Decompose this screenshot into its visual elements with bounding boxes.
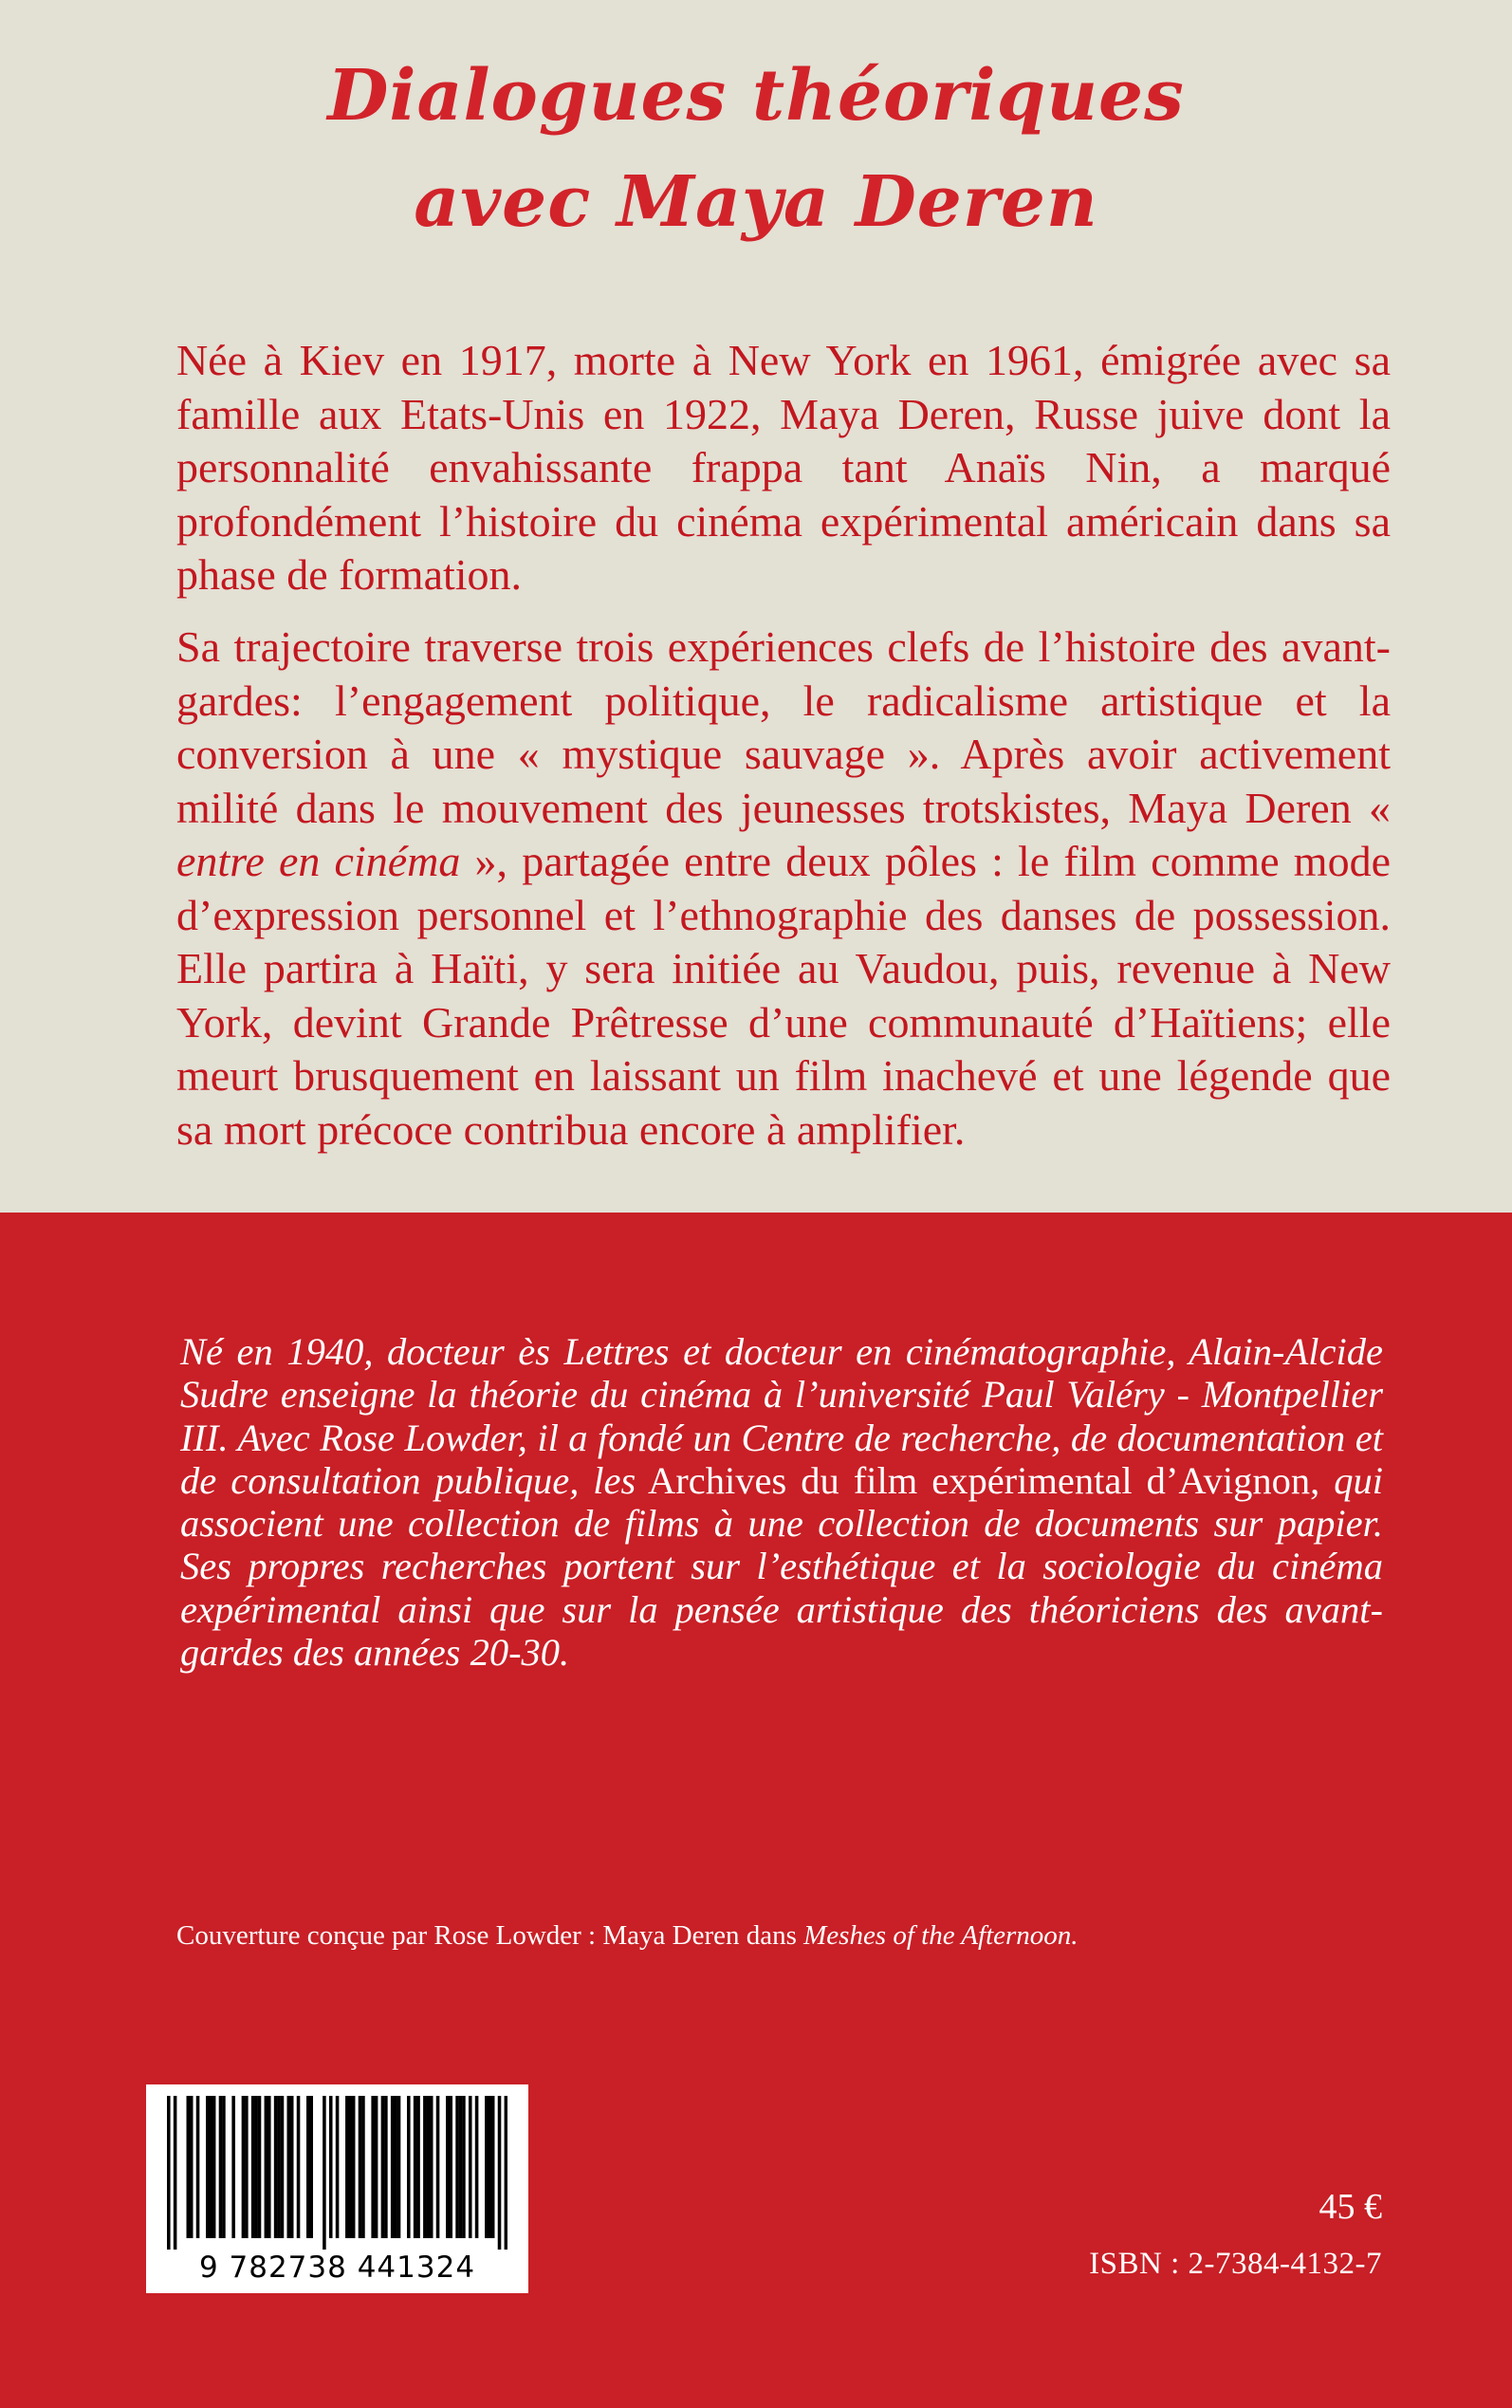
barcode-bars	[167, 2096, 507, 2250]
barcode-bar	[336, 2096, 340, 2238]
barcode-bar	[488, 2096, 491, 2238]
barcode-bar	[290, 2096, 294, 2238]
barcode-bar	[258, 2096, 262, 2238]
summary-paragraph-2	[176, 621, 1391, 1157]
barcode-bar	[414, 2096, 417, 2238]
barcode-bar	[209, 2096, 212, 2238]
summary-paragraph-2-italic: entre en cinéma	[176, 837, 461, 885]
barcode-bar	[323, 2096, 326, 2250]
barcode-bar	[361, 2096, 365, 2238]
barcode-bar	[309, 2096, 313, 2238]
barcode-bar	[462, 2096, 466, 2238]
barcode-bar	[371, 2096, 375, 2238]
price: 45 €	[1318, 2187, 1382, 2227]
barcode-bar	[329, 2096, 333, 2238]
barcode-bar	[397, 2096, 401, 2238]
barcode-bar	[469, 2096, 472, 2238]
barcode-digits: 9 782738 441324	[198, 2251, 476, 2285]
barcode-bar	[455, 2096, 459, 2238]
author-bio	[180, 1330, 1383, 1674]
barcode-bar	[167, 2096, 171, 2250]
barcode-bar	[254, 2096, 258, 2238]
cover-credit-film: Meshes of the Afternoon.	[803, 1920, 1079, 1951]
barcode-bar	[427, 2096, 431, 2238]
summary-paragraph-2-end: », partagée entre deux pôles : le film comme mode d’expression personnel et l’ethnographie des danses de possession. Elle partira à Haïti, y sera initiée au Vaudou, puis, revenue à New York, devint Grande Prêtresse d’une communauté d’Haïtiens; elle meurt brusquement en laissant un film inachevé et une légende que sa mort précoce contribua encore à amplifier.	[176, 837, 1391, 1154]
barcode-bar	[212, 2096, 216, 2238]
author-bio-part-3: qui associent une collection de films à une collection de documents sur papier. Ses propres recherches portent sur l’esthétique et la sociologie du cinéma expérimental ainsi que sur la pensée artistique des théoriciens des avant-gardes des années 20-30.	[180, 1458, 1383, 1675]
barcode-bar	[446, 2096, 450, 2238]
barcode-bar	[206, 2096, 210, 2238]
barcode-bar	[348, 2096, 352, 2238]
cover-credit	[176, 1920, 1079, 1952]
barcode-bar	[267, 2096, 271, 2238]
barcode-bar	[345, 2096, 349, 2238]
barcode-bar	[187, 2096, 191, 2238]
barcode-bar	[416, 2096, 420, 2238]
barcode-bar	[352, 2096, 356, 2238]
barcode-bar	[196, 2096, 200, 2238]
title-line-1: Dialogues théoriques	[327, 55, 1185, 137]
barcode-bar	[475, 2096, 479, 2238]
barcode-bar	[222, 2096, 226, 2238]
barcode-bar	[391, 2096, 395, 2238]
barcode-bar	[375, 2096, 378, 2238]
barcode-bar	[498, 2096, 502, 2250]
barcode-bar	[287, 2096, 291, 2238]
barcode-bar	[265, 2096, 268, 2238]
barcode-bar	[449, 2096, 452, 2238]
barcode-bar	[251, 2096, 255, 2238]
barcode-bar	[274, 2096, 278, 2238]
barcode-bar	[281, 2096, 285, 2238]
barcode-bar	[384, 2096, 388, 2238]
barcode-bar	[491, 2096, 495, 2238]
barcode-bar	[359, 2096, 362, 2238]
barcode-bar	[242, 2096, 246, 2238]
summary-paragraph-1: Née à Kiev en 1917, morte à New York en 1961, émigrée avec sa famille aux Etats-Unis en 1922, Maya Deren, Russe juive dont la personnalité envahissante frappa tant Anaïs Nin, a marqué profondément l’histoire du cinéma expérimental américain dans sa phase de formation.	[176, 336, 1391, 599]
barcode-bar	[245, 2096, 249, 2238]
barcode-bar	[190, 2096, 194, 2238]
title-line-2: avec Maya Deren	[414, 161, 1098, 243]
barcode-bar	[219, 2096, 223, 2238]
barcode-bar	[174, 2096, 177, 2250]
author-bio-part-1: Né en 1940, docteur ès Lettres et docteur en cinématographie, Alain-Alcide Sudre enseigne la théorie du cinéma à l’université Paul Valéry - Montpellier III. Avec Rose Lowder, il a fondé un Centre de recherche, de documentation et de consultation publique, les	[180, 1330, 1383, 1502]
barcode-bar	[423, 2096, 427, 2238]
barcode-bar	[381, 2096, 385, 2238]
barcode-bar	[306, 2096, 310, 2238]
cover-credit-text: Couverture conçue par Rose Lowder : Maya Deren dans	[176, 1920, 804, 1951]
barcode-bar	[297, 2096, 301, 2238]
barcode-bar	[430, 2096, 433, 2238]
barcode-bar	[231, 2096, 235, 2238]
isbn: ISBN : 2-7384-4132-7	[1089, 2247, 1382, 2281]
author-bio-archives: Archives du film expérimental d’Avignon,	[636, 1458, 1335, 1502]
barcode-bar	[505, 2096, 507, 2250]
barcode-bar	[277, 2096, 281, 2238]
barcode-bar	[459, 2096, 463, 2238]
barcode-bar	[485, 2096, 489, 2238]
barcode-bar	[407, 2096, 411, 2238]
barcode-bar	[436, 2096, 440, 2238]
summary-paragraph-2-start: Sa trajectoire traverse trois expériences clefs de l’histoire des avant-gardes: l’engagement politique, le radicalisme artistique et la conversion à une « mystique sauvage ». Après avoir activement milité dans le mouvement des jeunesses trotskistes, Maya Deren «	[176, 622, 1391, 832]
barcode-bar	[394, 2096, 397, 2238]
barcode	[146, 2084, 528, 2293]
